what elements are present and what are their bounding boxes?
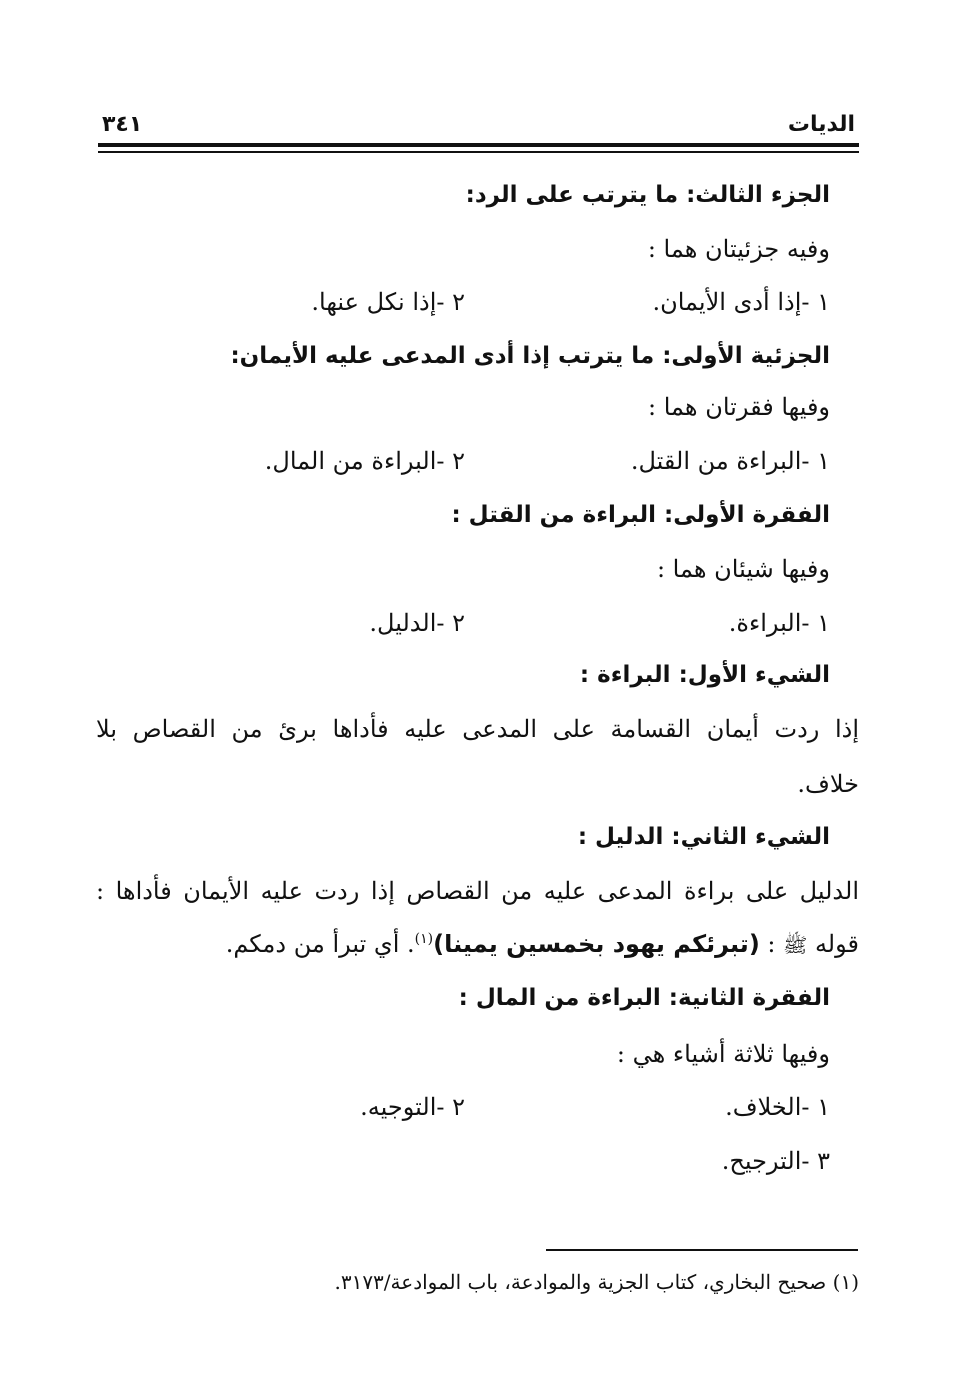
footnote-separator [546, 1249, 858, 1251]
text-run: : [759, 930, 784, 958]
header-rule-thin [98, 151, 859, 153]
running-header [98, 112, 859, 138]
list-row [90, 447, 830, 481]
list-item: ٢ -إذا نكل عنها. [311, 288, 465, 316]
list-item: ٢ -الدليل. [369, 609, 465, 637]
paragraph-heading: الفقرة الأولى: البراءة من القتل : [451, 502, 830, 528]
list-item: ٢ -البراءة من المال. [264, 447, 465, 475]
text-line: وفيه جزئيتان هما : [647, 235, 830, 263]
chapter-title: الديات [787, 112, 855, 137]
list-item: ١ -إذا أدى الأيمان. [652, 288, 830, 316]
list-item: ١ -البراءة. [728, 609, 830, 637]
paragraph-line [96, 930, 859, 962]
section-heading: الجزء الثالث: ما يترتب على الرد: [465, 182, 830, 208]
list-row [90, 1093, 830, 1127]
list-item: ١ -الخلاف. [725, 1093, 830, 1121]
item-heading: الشيء الثاني: الدليل : [577, 824, 830, 850]
paragraph-line: إذا ردت أيمان القسامة على المدعى عليه فأداها برئ من القصاص بلا [96, 715, 859, 743]
text-line: وفيها ثلاثة أشياء هي : [616, 1040, 830, 1068]
item-heading: الشيء الأول: البراءة : [579, 662, 830, 688]
paragraph-line: الدليل على براءة المدعى عليه من القصاص إذا ردت عليه الأيمان فأداها : [96, 877, 859, 905]
page-number: ٣٤١ [102, 112, 143, 137]
list-item: ١ -البراءة من القتل. [630, 447, 830, 475]
hadith-quote: (تبرئكم يهود بخمسين يمينا) [433, 930, 760, 958]
list-row [90, 609, 830, 643]
subsection-heading: الجزئية الأولى: ما يترتب إذا أدى المدعى عليه الأيمان: [230, 343, 830, 369]
salutation-glyph: ﷺ [783, 933, 808, 957]
text-line: وفيها فقرتان هما : [648, 393, 830, 421]
text-run: . أي تبرأ من دمكم. [225, 930, 415, 958]
text-run: قوله [814, 930, 859, 958]
text-line: وفيها شيئان هما : [656, 555, 830, 583]
paragraph-line: خلاف. [797, 770, 859, 798]
list-row [90, 288, 830, 322]
footnote-ref[interactable]: (١) [414, 931, 434, 947]
paragraph-heading: الفقرة الثانية: البراءة من المال : [458, 985, 830, 1011]
header-rule-thick [98, 143, 859, 147]
list-item: ٢ -التوجيه. [360, 1093, 465, 1121]
footnote: (١) صحيح البخاري، كتاب الجزية والموادعة، باب الموادعة/٣١٧٣. [334, 1270, 859, 1294]
list-item: ٣ -الترجيح. [721, 1147, 830, 1175]
